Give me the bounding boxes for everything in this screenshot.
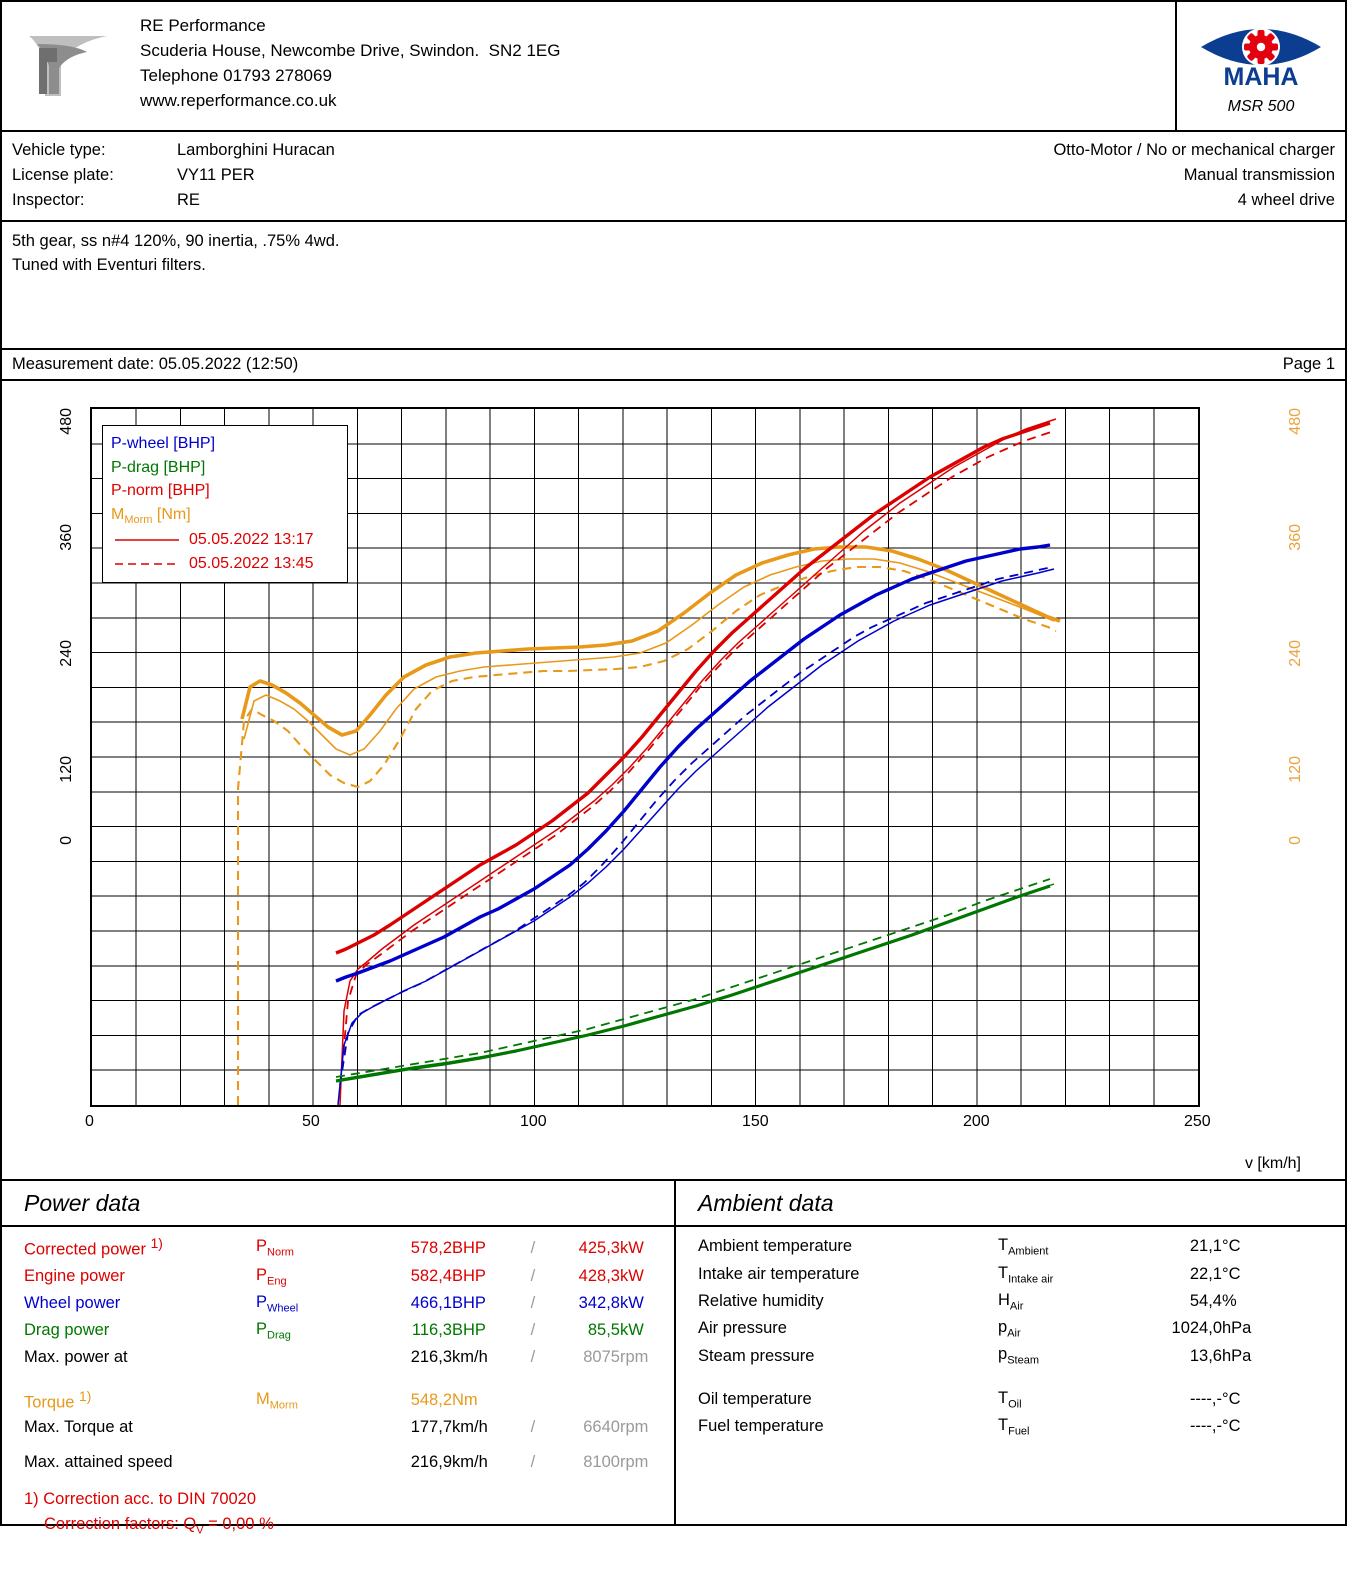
- vehicle-info: [0, 130, 1347, 220]
- power-row-symbol-3: $P_{Drag}$: [256, 1320, 291, 1342]
- ambient-symbol-2: $H_{Air}$: [998, 1290, 1024, 1313]
- measurement-date: Measurement date: 05.05.2022 (12:50): [12, 355, 299, 374]
- company-website: www.reperformance.co.uk: [140, 90, 337, 110]
- y-tick-right-240: 240: [1287, 640, 1304, 667]
- ambient-label-6: Fuel temperature: [698, 1417, 824, 1436]
- x-tick-0: 0: [85, 1113, 94, 1131]
- power-row-u2-4: rpm: [619, 1347, 649, 1366]
- power-row-u1-0: BHP: [452, 1238, 486, 1257]
- data-panels: [0, 1181, 1347, 1537]
- x-tick-250: 250: [1184, 1113, 1211, 1131]
- power-row-label-4: Max. power at: [24, 1347, 128, 1366]
- ambient-data-panel: [676, 1181, 1345, 1524]
- power-row-label-6: Max. Torque at: [24, 1418, 133, 1437]
- power-row-u2-7: rpm: [619, 1453, 649, 1472]
- power-row-u1-6: km/h: [452, 1418, 488, 1437]
- chart-legend: [102, 425, 348, 583]
- power-row-v2-2: 342,8: [578, 1294, 620, 1313]
- ambient-value-6: ----,-: [1189, 1417, 1222, 1436]
- power-row-label-7: Max. attained speed: [24, 1453, 173, 1472]
- ambient-unit-1: °C: [1222, 1264, 1241, 1283]
- power-row-symbol-1: $P_{Eng}$: [256, 1265, 287, 1288]
- ambient-label-3: Air pressure: [698, 1319, 787, 1338]
- table-row: Max. Torque at 177,7 km/h / 6640 rpm: [2, 1415, 674, 1440]
- ambient-unit-6: °C: [1222, 1417, 1241, 1436]
- y-tick-right-360: 360: [1287, 524, 1304, 551]
- power-row-label-2: Wheel power: [24, 1294, 121, 1313]
- table-row: Drag power $P_{Drag}$ 116,3 BHP / 85,5 kW: [2, 1317, 674, 1344]
- ambient-value-1: 22,1: [1189, 1264, 1222, 1283]
- power-row-sup-5: 1): [79, 1388, 92, 1404]
- power-row-u1-2: BHP: [452, 1294, 486, 1313]
- svg-text:MAHA: MAHA: [1223, 63, 1299, 91]
- ambient-symbol-6: $T_{Fuel}$: [998, 1416, 1030, 1438]
- vehicle-type-value: Lamborghini Huracan: [177, 141, 335, 159]
- table-row: [2, 1386, 674, 1416]
- power-row-v1-2: 466,1: [410, 1294, 452, 1313]
- license-plate-label: License plate:: [12, 165, 114, 184]
- ambient-unit-3: hPa: [1222, 1319, 1252, 1338]
- legend-dashed-sample: [111, 552, 183, 576]
- notes-line-1: 5th gear, ss n#4 120%, 90 inertia, .75% 4wd.: [12, 232, 340, 251]
- report-header: [0, 0, 1347, 130]
- ambient-unit-2: %: [1222, 1291, 1237, 1310]
- power-row-v2-1: 428,3: [578, 1266, 620, 1285]
- power-row-sup-0: 1): [150, 1236, 163, 1252]
- power-row-label-0: Corrected power: [24, 1240, 146, 1259]
- y-tick-right-120: 120: [1287, 756, 1304, 783]
- power-row-u1-3: BHP: [452, 1321, 486, 1340]
- ambient-data-title: Ambient data: [676, 1181, 1345, 1227]
- re-logo-icon: [15, 26, 119, 106]
- table-row: [676, 1315, 1345, 1342]
- transmission-type: Manual transmission: [1183, 165, 1335, 184]
- power-data-panel: [2, 1181, 676, 1537]
- ambient-unit-4: hPa: [1222, 1346, 1252, 1365]
- ambient-value-4: 13,6: [1189, 1346, 1222, 1365]
- y-tick-left-120: 120: [58, 756, 75, 783]
- power-row-v1-1: 582,4: [410, 1266, 452, 1285]
- power-row-v1-7: 216,9: [410, 1453, 452, 1472]
- company-telephone: Telephone 01793 278069: [140, 65, 332, 85]
- table-row: [2, 1233, 674, 1263]
- maha-logo-icon: [1196, 16, 1326, 92]
- correction-footnote-2: Correction factors: $Q_V = 0,00$ %: [44, 1514, 274, 1537]
- power-row-symbol-2: $P_{Wheel}$: [256, 1293, 299, 1315]
- legend-item-p-norm: P-norm [BHP]: [111, 482, 210, 500]
- dyno-chart: [0, 381, 1347, 1181]
- table-row: [676, 1342, 1345, 1369]
- power-row-u2-0: kW: [619, 1238, 644, 1257]
- power-row-label-1: Engine power: [24, 1266, 125, 1285]
- power-row-v1-5: 548,2: [410, 1390, 452, 1409]
- ambient-symbol-4: $p_{Steam}$: [998, 1345, 1039, 1367]
- table-row: [676, 1288, 1345, 1315]
- x-tick-200: 200: [963, 1113, 990, 1131]
- ambient-label-2: Relative humidity: [698, 1291, 824, 1310]
- legend-item-p-wheel: P-wheel [BHP]: [111, 435, 216, 453]
- power-row-slash-0: /: [530, 1238, 536, 1257]
- ambient-symbol-0: $T_{Ambient}$: [998, 1236, 1049, 1258]
- power-row-u2-1: kW: [619, 1266, 644, 1285]
- legend-run-2: 05.05.2022 13:45: [111, 552, 339, 576]
- notes-block: [0, 220, 1347, 348]
- table-row: Engine power $P_{Eng}$ 582,4 BHP / 428,3 kW: [2, 1263, 674, 1290]
- ambient-value-2: 54,4: [1189, 1291, 1222, 1310]
- device-model: MSR 500: [1227, 98, 1295, 115]
- ambient-unit-0: °C: [1222, 1237, 1241, 1256]
- table-row: [676, 1386, 1345, 1413]
- power-row-v2-6: 6640: [583, 1418, 620, 1437]
- re-performance-logo: [2, 2, 132, 130]
- legend-item-m-morm: $M_{Morm}$ [Nm]: [111, 505, 191, 526]
- vehicle-type-label: Vehicle type:: [12, 141, 106, 159]
- vehicle-info-left: [12, 138, 1053, 212]
- power-row-u2-2: kW: [619, 1294, 644, 1313]
- company-address-block: [132, 2, 1175, 130]
- license-plate-value: VY11 PER: [177, 165, 255, 184]
- power-row-symbol-0: $P_{Norm}$: [256, 1237, 294, 1259]
- ambient-unit-5: °C: [1222, 1389, 1241, 1408]
- legend-item-p-drag: P-drag [BHP]: [111, 458, 206, 476]
- power-row-v1-0: 578,2: [410, 1238, 452, 1257]
- correction-footnote-1: 1) Correction acc. to DIN 70020: [24, 1490, 257, 1509]
- legend-run-1: 05.05.2022 13:17: [111, 528, 339, 552]
- power-row-v2-3: 85,5: [587, 1321, 620, 1340]
- inspector-value: RE: [177, 190, 200, 209]
- power-row-v2-0: 425,3: [578, 1238, 620, 1257]
- y-tick-left-360: 360: [58, 524, 75, 551]
- ambient-label-0: Ambient temperature: [698, 1237, 853, 1256]
- ambient-label-4: Steam pressure: [698, 1346, 815, 1365]
- y-tick-left-240: 240: [58, 640, 75, 667]
- company-name: RE Performance: [140, 16, 266, 35]
- power-row-v2-7: 8100: [583, 1453, 620, 1472]
- power-row-u1-5: Nm: [452, 1390, 478, 1409]
- power-row-u1-1: BHP: [452, 1266, 486, 1285]
- ambient-value-5: ----,-: [1189, 1389, 1222, 1408]
- power-row-v1-3: 116,3: [411, 1321, 452, 1340]
- ambient-label-5: Oil temperature: [698, 1389, 812, 1408]
- vehicle-info-right: [1053, 138, 1335, 212]
- ambient-label-1: Intake air temperature: [698, 1264, 860, 1283]
- maha-brand-block: [1175, 2, 1345, 130]
- page-number: Page 1: [1282, 355, 1335, 374]
- power-row-v1-6: 177,7: [410, 1418, 452, 1437]
- company-address: Scuderia House, Newcombe Drive, Swindon. SN2 1EG: [140, 40, 561, 60]
- power-row-u1-7: km/h: [452, 1453, 488, 1472]
- table-row: [676, 1261, 1345, 1288]
- table-row: [676, 1233, 1345, 1260]
- ambient-data-table: [676, 1233, 1345, 1440]
- ambient-symbol-3: $p_{Air}$: [998, 1318, 1021, 1340]
- x-axis-label: v [km/h]: [1244, 1155, 1301, 1173]
- table-row: Max. power at 216,3 km/h / 8075 rpm: [2, 1345, 674, 1370]
- table-row: Wheel power $P_{Wheel}$ 466,1 BHP / 342,8 kW: [2, 1290, 674, 1317]
- table-row: [676, 1413, 1345, 1440]
- power-row-u1-4: km/h: [452, 1347, 488, 1366]
- power-data-table: [2, 1233, 674, 1475]
- y-tick-left-480: 480: [58, 408, 75, 435]
- ambient-value-0: 21,1: [1189, 1237, 1222, 1256]
- inspector-label: Inspector:: [12, 190, 85, 209]
- power-data-title: Power data: [2, 1181, 674, 1227]
- x-tick-150: 150: [742, 1113, 769, 1131]
- y-tick-left-0: 0: [58, 836, 75, 846]
- power-row-v1-4: 216,3: [410, 1347, 452, 1366]
- ambient-symbol-5: $T_{Oil}$: [998, 1388, 1022, 1411]
- y-tick-right-0: 0: [1287, 836, 1304, 846]
- power-row-v2-4: 8075: [583, 1347, 620, 1366]
- ambient-value-3: 1024,0: [1171, 1319, 1222, 1338]
- notes-line-2: Tuned with Eventuri filters.: [12, 256, 206, 275]
- y-tick-right-480: 480: [1287, 408, 1304, 435]
- legend-solid-sample: [111, 528, 183, 552]
- x-tick-100: 100: [520, 1113, 547, 1131]
- power-row-symbol-5: $M_{Morm}$: [256, 1389, 298, 1412]
- x-tick-50: 50: [302, 1113, 320, 1131]
- power-row-u2-3: kW: [619, 1321, 644, 1340]
- table-row: Max. attained speed 216,9 km/h / 8100 rpm: [2, 1450, 674, 1475]
- power-row-u2-6: rpm: [619, 1418, 649, 1437]
- ambient-symbol-1: $T_{Intake air}$: [998, 1263, 1054, 1285]
- measurement-bar: [0, 348, 1347, 381]
- engine-type: Otto-Motor / No or mechanical charger: [1053, 141, 1335, 159]
- power-row-label-3: Drag power: [24, 1321, 110, 1340]
- power-row-label-5: Torque: [24, 1393, 75, 1412]
- drive-type: 4 wheel drive: [1237, 190, 1335, 209]
